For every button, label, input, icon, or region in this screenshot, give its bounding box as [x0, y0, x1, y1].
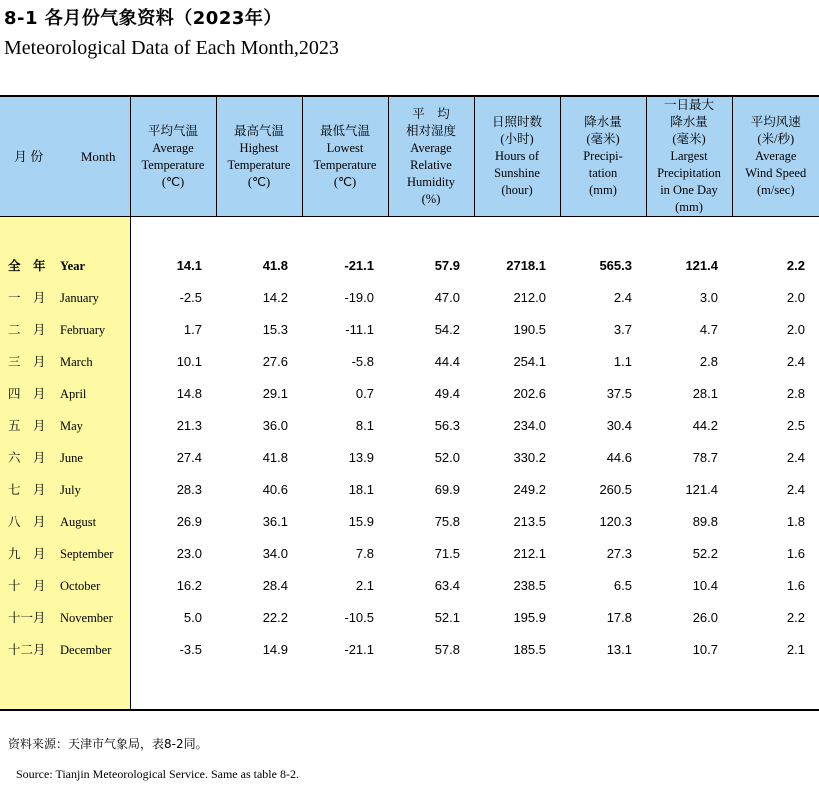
table-row	[0, 601, 819, 633]
value-cell: 212.0	[513, 289, 546, 305]
table-row	[0, 633, 819, 665]
value-cell: 57.9	[434, 257, 460, 273]
value-cell: 2.5	[786, 417, 805, 433]
value-cell: 52.2	[692, 545, 718, 561]
month-cell	[0, 249, 130, 281]
value-cell: 29.1	[262, 385, 288, 401]
value-cell: 120.3	[599, 513, 632, 529]
value-cell: 2.0	[786, 321, 805, 337]
table-spacer-top	[0, 217, 819, 250]
value-cell: 52.0	[434, 449, 460, 465]
table-row	[0, 345, 819, 377]
value-cell: 44.2	[692, 417, 718, 433]
value-cell: 212.1	[513, 545, 546, 561]
header-hours-of-sunshine: 日照时数 (小时) Hours of Sunshine (hour)	[474, 96, 560, 217]
value-cell: 44.6	[606, 449, 632, 465]
value-cell: 27.6	[262, 353, 288, 369]
value-cell: 14.8	[176, 385, 202, 401]
value-cell: 56.3	[434, 417, 460, 433]
value-cell: -11.1	[345, 321, 374, 337]
header-lowest-temperature: 最低气温 Lowest Temperature (℃)	[302, 96, 388, 217]
month-label-en: November	[60, 611, 113, 625]
header-wind-speed: 平均风速 (米/秒) Average Wind Speed (m/sec)	[732, 96, 819, 217]
value-cell: 26.9	[176, 513, 202, 529]
table-row	[0, 441, 819, 473]
value-cell: 27.4	[176, 449, 202, 465]
month-cell	[0, 409, 130, 441]
page-title-en: Meteorological Data of Each Month,2023	[4, 37, 339, 59]
header-month	[0, 96, 130, 217]
month-label-cn: 六 月	[8, 450, 46, 465]
month-label-en: May	[60, 419, 83, 433]
value-cell: 63.4	[434, 577, 460, 593]
month-label-cn: 三 月	[8, 354, 46, 369]
table-row	[0, 473, 819, 505]
table-row	[0, 281, 819, 313]
value-cell: 28.4	[262, 577, 288, 593]
value-cell: 10.7	[692, 641, 718, 657]
value-cell: 14.1	[176, 257, 202, 273]
value-cell: 8.1	[355, 417, 374, 433]
value-cell: 41.8	[262, 257, 288, 273]
month-cell	[0, 441, 130, 473]
header-highest-temperature: 最高气温 Highest Temperature (℃)	[216, 96, 302, 217]
month-label-en: Year	[60, 259, 85, 273]
month-cell	[0, 377, 130, 409]
table-body	[0, 217, 819, 711]
table-header-row	[0, 96, 819, 217]
value-cell: 5.0	[183, 609, 202, 625]
month-label-en: August	[60, 515, 97, 529]
value-cell: 190.5	[513, 321, 546, 337]
value-cell: 36.0	[262, 417, 288, 433]
value-cell: 1.6	[786, 577, 805, 593]
value-cell: 238.5	[513, 577, 546, 593]
value-cell: 34.0	[262, 545, 288, 561]
value-cell: 3.0	[699, 289, 718, 305]
header-average-temperature: 平均气温 Average Temperature (℃)	[130, 96, 216, 217]
month-cell	[0, 601, 130, 633]
table-row	[0, 409, 819, 441]
value-cell: 13.1	[606, 641, 632, 657]
value-cell: 40.6	[262, 481, 288, 497]
value-cell: 121.4	[685, 257, 718, 273]
header-month-en: Month	[80, 149, 116, 164]
month-label-cn: 一 月	[8, 290, 46, 305]
month-label-en: January	[60, 291, 99, 305]
value-cell: 44.4	[434, 353, 460, 369]
value-cell: 2.4	[613, 289, 632, 305]
meteorological-table	[0, 95, 819, 711]
value-cell: 260.5	[599, 481, 632, 497]
value-cell: 121.4	[685, 481, 718, 497]
month-label-cn: 七 月	[8, 482, 46, 497]
value-cell: -21.1	[344, 641, 374, 657]
value-cell: 565.3	[599, 257, 632, 273]
table-row	[0, 377, 819, 409]
value-cell: 195.9	[513, 609, 546, 625]
month-cell	[0, 281, 130, 313]
month-label-en: September	[60, 547, 114, 561]
value-cell: 185.5	[513, 641, 546, 657]
value-cell: -19.0	[344, 289, 374, 305]
value-cell: 78.7	[692, 449, 718, 465]
value-cell: 36.1	[262, 513, 288, 529]
value-cell: 202.6	[513, 385, 546, 401]
value-cell: -2.5	[179, 289, 202, 305]
month-label-en: July	[60, 483, 81, 497]
value-cell: 1.6	[786, 545, 805, 561]
value-cell: 30.4	[606, 417, 632, 433]
month-label-cn: 九 月	[8, 546, 46, 561]
month-cell	[0, 505, 130, 537]
month-label-cn: 五 月	[8, 418, 46, 433]
value-cell: 2718.1	[506, 257, 546, 273]
value-cell: 28.3	[176, 481, 202, 497]
value-cell: 21.3	[176, 417, 202, 433]
table-row-year	[0, 249, 819, 281]
month-cell	[0, 569, 130, 601]
month-label-cn: 二 月	[8, 322, 46, 337]
month-cell	[0, 633, 130, 665]
value-cell: 15.9	[348, 513, 374, 529]
source-note-en: Source: Tianjin Meteorological Service. Same as table 8-2.	[16, 767, 299, 781]
value-cell: 89.8	[692, 513, 718, 529]
value-cell: 27.3	[606, 545, 632, 561]
header-month-cn: 月 份	[14, 149, 44, 164]
value-cell: 23.0	[176, 545, 202, 561]
month-label-en: March	[60, 355, 93, 369]
month-label-en: June	[60, 451, 83, 465]
header-relative-humidity: 平 均 相对湿度 Average Relative Humidity (%)	[388, 96, 474, 217]
value-cell: 41.8	[262, 449, 288, 465]
month-label-en: April	[60, 387, 87, 401]
value-cell: 15.3	[262, 321, 288, 337]
table-row	[0, 505, 819, 537]
month-label-en: October	[60, 579, 101, 593]
value-cell: 13.9	[348, 449, 374, 465]
value-cell: 1.7	[183, 321, 202, 337]
value-cell: 1.8	[786, 513, 805, 529]
value-cell: 254.1	[513, 353, 546, 369]
month-cell	[0, 473, 130, 505]
value-cell: 2.8	[786, 385, 805, 401]
month-label-cn: 十 月	[8, 578, 46, 593]
value-cell: 14.2	[262, 289, 288, 305]
value-cell: 3.7	[613, 321, 632, 337]
value-cell: 249.2	[513, 481, 546, 497]
value-cell: 22.2	[262, 609, 288, 625]
month-label-en: December	[60, 643, 112, 657]
value-cell: 26.0	[692, 609, 718, 625]
month-label-cn: 全 年	[8, 258, 46, 273]
month-label-cn: 十一月	[8, 610, 46, 625]
value-cell: 10.1	[176, 353, 202, 369]
value-cell: 0.7	[355, 385, 374, 401]
value-cell: 2.0	[786, 289, 805, 305]
value-cell: 17.8	[606, 609, 632, 625]
value-cell: 47.0	[434, 289, 460, 305]
value-cell: 57.8	[434, 641, 460, 657]
value-cell: 330.2	[513, 449, 546, 465]
value-cell: 2.4	[786, 449, 805, 465]
value-cell: 37.5	[606, 385, 632, 401]
value-cell: -5.8	[351, 353, 374, 369]
month-cell	[0, 537, 130, 569]
value-cell: 52.1	[434, 609, 460, 625]
month-label-cn: 八 月	[8, 514, 46, 529]
value-cell: 10.4	[692, 577, 718, 593]
value-cell: -21.1	[344, 257, 374, 273]
value-cell: 54.2	[434, 321, 460, 337]
value-cell: 213.5	[513, 513, 546, 529]
header-precipitation: 降水量 (毫米) Precipi- tation (mm)	[560, 96, 646, 217]
month-cell	[0, 313, 130, 345]
value-cell: 6.5	[613, 577, 632, 593]
value-cell: 7.8	[355, 545, 374, 561]
value-cell: 4.7	[699, 321, 718, 337]
value-cell: 16.2	[176, 577, 202, 593]
value-cell: 75.8	[434, 513, 460, 529]
value-cell: 71.5	[434, 545, 460, 561]
value-cell: 14.9	[262, 641, 288, 657]
value-cell: 69.9	[434, 481, 460, 497]
page-title-cn: 8-1 各月份气象资料（2023年）	[4, 8, 282, 29]
month-label-cn: 四 月	[8, 386, 46, 401]
table-row	[0, 313, 819, 345]
table-row	[0, 569, 819, 601]
value-cell: 2.2	[786, 257, 805, 273]
month-label-en: February	[60, 323, 106, 337]
value-cell: 2.2	[786, 609, 805, 625]
value-cell: 1.1	[613, 353, 632, 369]
value-cell: 2.1	[355, 577, 374, 593]
value-cell: 2.4	[786, 353, 805, 369]
month-cell	[0, 345, 130, 377]
table-row	[0, 537, 819, 569]
source-note-cn: 资料来源：天津市气象局，表8-2同。	[8, 737, 208, 751]
value-cell: 49.4	[434, 385, 460, 401]
value-cell: -10.5	[344, 609, 374, 625]
value-cell: 234.0	[513, 417, 546, 433]
month-label-cn: 十二月	[8, 642, 46, 657]
value-cell: 28.1	[692, 385, 718, 401]
header-largest-precipitation: 一日最大 降水量 (毫米) Largest Precipitation in One Day (mm)	[646, 96, 732, 217]
value-cell: 18.1	[348, 481, 374, 497]
value-cell: -3.5	[179, 641, 202, 657]
table-spacer-bottom	[0, 665, 819, 710]
value-cell: 2.1	[786, 641, 805, 657]
value-cell: 2.8	[699, 353, 718, 369]
value-cell: 2.4	[786, 481, 805, 497]
